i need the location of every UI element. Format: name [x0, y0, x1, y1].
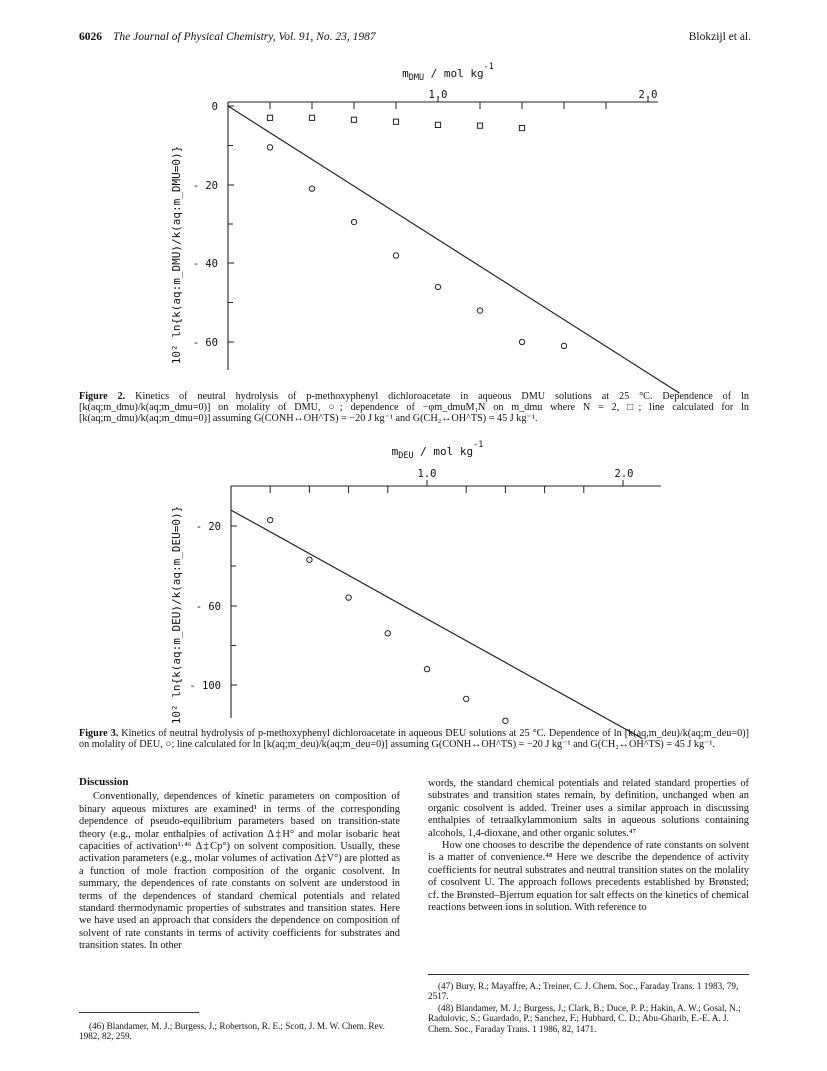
x-axis-title: $m_{DMU}$ / mol $kg^{-1}$ [402, 62, 494, 83]
footnote-rule [79, 1012, 199, 1013]
discussion-paragraph-2: words, the standard chemical potentials and related standard properties of substrates and transition states remain, by definition, unchanged when an organic cosolvent is added. Treiner uses a similar approach in discussing enthalpies of tetraalkylammonium salts in aqueous solutions containing alcohols, 1,4-dioxane, and other organic solutes.⁴⁷ [428, 778, 749, 839]
x-tick-label: 2.0 [638, 89, 658, 101]
figure-3-caption [79, 728, 749, 750]
y-tick-label: - 100 [189, 680, 221, 692]
figure-3-caption-label: Figure 3. [79, 728, 119, 739]
y-tick-label: - 40 [192, 258, 218, 270]
running-authors: Blokzijl et al. [688, 31, 751, 43]
footnotes-right [428, 981, 749, 1035]
discussion-left-column [79, 776, 400, 953]
discussion-paragraph-3: How one chooses to describe the dependence of rate constants on solvent is a matter of convenience.⁴⁸ Here we describe the dependence of activity coefficients for neutral substrates and neutral transition states on the molality of cosolvent U. The approach follows precedents established by Brønsted; cf. the Brønsted–Bjerrum equation for salt effects on the kinetics of chemical reactions between ions in solution. With reference to [428, 840, 749, 914]
y-tick-label: - 20 [192, 180, 218, 192]
discussion-right-column [428, 778, 749, 914]
footnote-48: (48) Blandamer, M. J.; Burgess, J.; Clark, B.; Duce, P. P.; Hakin, A. W.; Gosal, N.; Radulovic, S.; Guardado, P.; Sanchez, F.; Hubbard, C. D.; Abu-Gharib, E.-E. A. J. Chem. Soc., Faraday Trans. 1 1986, 82, 1471. [428, 1002, 741, 1034]
discussion-paragraph-1: Conventionally, dependences of kinetic parameters on composition of binary aqueous mixtures are examined¹ in terms of the corresponding dependence of pseudo-equilibrium parameters based on transition-state theory (e.g., molar enthalpies of activation Δ‡H° and molar isobaric heat capacities of activation¹·⁴⁶ Δ‡Cp°) on solvent composition. Usually, these activation parameters (e.g., molar volumes of activation Δ‡V°) are plotted as a function of mole fraction composition of the organic cosolvent. In summary, the dependences of rate constants on solvent are understood in terms of the dependences of standard chemical potentials and related standard thermodynamic properties of substrates and transition states. Here we have used an approach that considers the dependence on composition of solvent of rate constants in terms of activity coefficients for substrates and transition states. In other [79, 791, 400, 952]
y-tick-label: - 20 [195, 521, 221, 533]
x-axis-title: $m_{DEU}$ / mol $kg^{-1}$ [391, 440, 484, 461]
discussion-heading: Discussion [79, 776, 129, 788]
data-point-circle [385, 631, 390, 636]
y-axis-title: 10² ln{k(aq:m_DEU)/k(aq:m_DEU=0)} [170, 505, 183, 725]
data-point-circle [307, 557, 312, 562]
footnote-46: (46) Blandamer, M. J.; Burgess, J.; Robertson, R. E.; Scott, J. M. W. Chem. Rev. 1982, 82, 259. [79, 1021, 385, 1042]
page-number: 6026 [79, 31, 102, 43]
footnotes-left [79, 1021, 400, 1043]
x-tick-label: 2.0 [614, 468, 634, 480]
fit-line [231, 510, 643, 739]
figure-3-caption-text: Kinetics of neutral hydrolysis of p-methoxyphenyl dichloroacetate in aqueous DEU solutions at 25 °C. Dependence of ln [k(aq,m_deu)/k(aq;m_deu=0)] on molality of DEU, ○; line calculated for ln [k(aq;m_deu)/k(aq;m_deu=0)] assuming G(CONH↔OH^TS) = −20 J kg⁻¹ and G(CH₂↔OH^TS) = 45 J kg⁻¹. [79, 728, 749, 751]
figure-2-caption-label: Figure 2. [79, 391, 126, 402]
data-point-circle [268, 517, 273, 522]
footnote-rule-right [428, 974, 749, 975]
x-tick-label: 1.0 [417, 468, 437, 480]
x-tick-label: 1.0 [428, 89, 448, 101]
journal-title: The Journal of Physical Chemistry, Vol. 91, No. 23, 1987 [113, 31, 376, 43]
data-point-circle [503, 718, 508, 723]
data-point-circle [424, 666, 429, 671]
y-tick-label: 0 [211, 101, 218, 113]
data-point-circle [464, 696, 469, 701]
y-tick-label: - 60 [192, 337, 218, 349]
figure-2-caption-text: Kinetics of neutral hydrolysis of p-methoxyphenyl dichloroacetate in aqueous DMU solutions at 25 °C. Dependence of ln [k(aq;m_dmu)/k(aq;m_dmu=0)] on molality of DMU, ○; dependence of −φm_dmuM₁N on m_dmu where N = 2, □; line calculated for ln [k(aq;m_dmu)/k(aq;m_dmu=0)] assuming G(CONH↔OH^TS) = −20 J kg⁻¹ and G(CH₂↔OH^TS) = 45 J kg⁻¹. [79, 391, 749, 425]
y-tick-label: - 60 [195, 601, 221, 613]
data-point-circle [346, 595, 351, 600]
y-axis-title: 10² ln{k(aq:m_DMU)/k(aq:m_DMU=0)} [170, 145, 183, 365]
footnote-47: (47) Bury, R.; Mayaffre, A.; Treiner, C. J. Chem. Soc., Faraday Trans. 1 1983, 79, 2517. [428, 981, 739, 1002]
